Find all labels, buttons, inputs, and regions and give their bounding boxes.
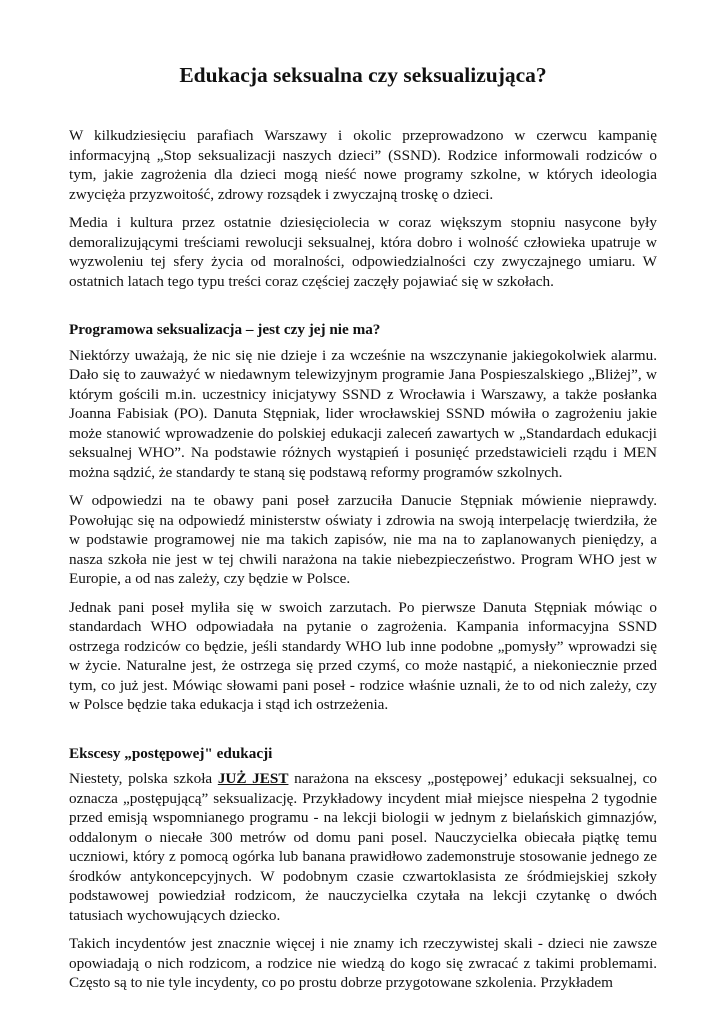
section2-paragraph-2: Takich incydentów jest znacznie więcej i nie znamy ich rzeczywistej skali - dzieci nie zawsze opowiadają o nich rodzicom, a rodzice nie wiedzą do kogo się zwracać z takimi problemami. Często są to nie tyle incydenty, co po prostu dobrze przygotowane szkolenia. Przykładem xyxy=(69,935,657,991)
document-title: Edukacja seksualna czy seksualizująca? xyxy=(179,63,547,87)
section1-paragraph-1: Niektórzy uważają, że nic się nie dzieje i za wcześnie na wszczynanie jakiegokolwiek alarmu. Dało się to zauważyć w niedawnym telewizyjnym programie Jana Pospieszalskiego „Bliżej”, w którym gościli m.in. uczestnicy inicjatywy SSND z Wrocławia i Warszawy, a także posłanka Joanna Fabisiak (PO). Danuta Stępniak, lider wrocławskiej SSND mówiła o zagrożeniu jakie może stanowić wprowadzenie do polskiej edukacji zaleceń zawartych w „Standardach edukacji seksualnej WHO”. Na podstawie różnych wystąpień i posunięć przedstawicieli rządu i MEN można sądzić, że standardy te staną się podstawą reformy programów szkolnych. xyxy=(69,346,657,481)
section-heading-programowa: Programowa seksualizacja – jest czy jej nie ma? xyxy=(69,321,381,338)
section-heading-ekscesy: Ekscesy „postępowej" edukacji xyxy=(69,744,273,762)
intro-paragraph-2: Media i kultura przez ostatnie dziesięciolecia w coraz większym stopniu nasycone były demoralizującymi treściami rewolucji seksualnej, która dobro i wolność człowieka upatruje w wyzwoleniu tej sfery życia od moralności, odpowiedzialności czy zwyczajnego umiaru. W ostatnich latach tego typu treści coraz częściej zaczęły pojawiać się w szkołach. xyxy=(69,214,657,290)
section1-paragraph-3: Jednak pani poseł myliła się w swoich zarzutach. Po pierwsze Danuta Stępniak mówiąc o standardach WHO odpowiadała na pytanie o zagrożenia. Kampania informacyjna SSND ostrzega rodziców co będzie, jeśli standardy WHO lub inne podobne „pomysły” wprowadzi się w życie. Naturalne jest, że ostrzega się przed czymś, co może nastąpić, a niekoniecznie przed tym, co już jest. Mówiąc słowami pani poseł - rodzice właśnie uznali, że to od nich zależy, czy w Polsce będzie taka edukacja i stąd ich ostrzeżenia. xyxy=(69,598,657,713)
section2-paragraph-1-start: Niestety, polska szkoła xyxy=(69,770,218,787)
section2-paragraph-1 xyxy=(69,769,657,925)
section1-paragraph-2: W odpowiedzi na te obawy pani poseł zarzuciła Danucie Stępniak mówienie nieprawdy. Powołując się na odpowiedź ministerstw oświaty i zdrowia na swoją interpelację twierdziła, że w podstawie programowej nie ma takich zapisów, nie ma na to zaplanowanych pieniędzy, a nasza szkoła nie jest w tej chwili narażona na takie niebezpieczeństwo. Program WHO jest w Europie, a od nas zależy, czy będzie w Polsce. xyxy=(69,492,657,587)
intro-paragraph-1: W kilkudziesięciu parafiach Warszawy i okolic przeprowadzono w czerwcu kampanię informacyjną „Stop seksualizacji naszych dzieci” (SSND). Rodzice informowali rodziców o tym, jakie zagrożenia dla dzieci mogą nieść nowe programy szkolne, w których ideologia zwycięża przyzwoitość, zdrowy rozsądek i zwyczajną troskę o dzieci. xyxy=(69,127,657,203)
section2-paragraph-1-rest: narażona na ekscesy „postępowej’ edukacji seksualnej, co oznacza „postępującą” seksualizację. Przykładowy incydent miał miejsce niespełna 2 tygodnie przed emisją wspomnianego programu - na lekcji biologii w jednym z bielańskich gimnazjów, oddalonym o niecałe 300 metrów od domu pani posel. Nauczycielka obiecała piątkę temu uczniowi, który z pomocą ogórka lub banana prawidłowo zademonstruje stosowanie jednego ze środków antykoncepcyjnych. W podobnym czasie czwartoklasista ze śródmiejskiej szkoły podstawowej powiedział rodzicom, że nauczycielka czytała na lekcji czytankę o dwóch tatusiach wychowujących dziecko. xyxy=(69,770,657,924)
emphasis-juz-jest: JUŻ JEST xyxy=(217,770,289,787)
document-page xyxy=(69,0,657,993)
